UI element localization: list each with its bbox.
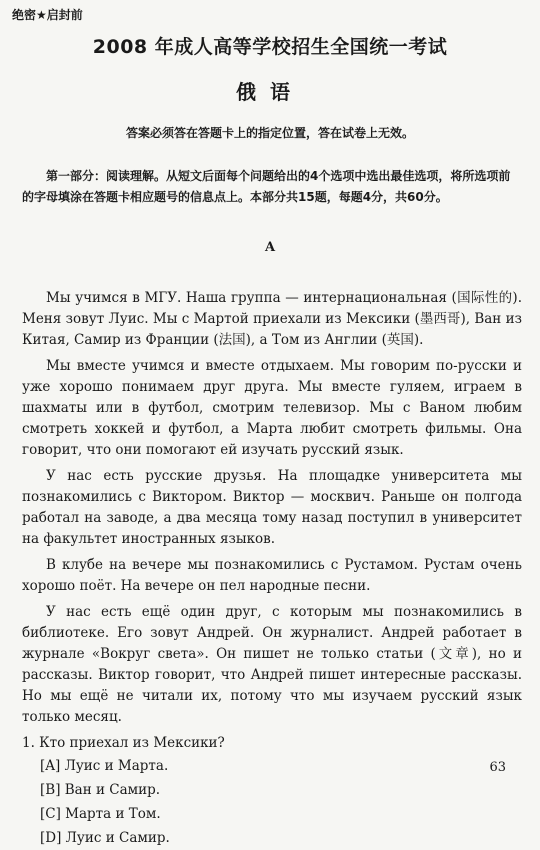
passage-paragraph: У нас есть ещё один друг, с которым мы познакомились в библиотеке. Его зовут Андрей. Он журналист. Андрей работает в журнале «Вокруг света». Он пишет не только статьи (文章), но и рассказы. Виктор говорит, что Андрей пишет интересные рассказы. Но мы ещё не читали их, потому что мы изучаем русский язык только месяц. [22,604,522,725]
question-1: 1. Кто приехал из Мексики? [22,735,225,751]
page-number: 63 [489,760,506,775]
option-d: [D] Луис и Самир. [40,830,170,846]
option-a: [A] Луис и Марта. [40,758,169,774]
section-label: A [264,240,276,255]
subject-title: 俄语 [236,80,304,104]
passage-paragraph: У нас есть русские друзья. На площадке университета мы познакомились с Виктором. Виктор — москвич. Раньше он полгода работал на заводе, а два месяца тому назад поступил в университет на факультет иностранных языков. [22,468,522,547]
reading-passage [22,288,522,850]
passage-paragraph: Мы вместе учимся и вместе отдыхаем. Мы говорим по-русски и уже хорошо понимаем друг друга. Мы вместе гуляем, играем в шахматы или в футбол, смотрим телевизор. Мы с Ваном любим смотреть хоккей и футбол, а Марта любит смотреть фильмы. Она говорит, что они помогают ей изучать русский язык. [22,358,522,458]
option-c: [C] Марта и Том. [40,806,161,822]
exam-title: 2008 年成人高等学校招生全国统一考试 [92,36,448,58]
answer-notice: 答案必须答在答题卡上的指定位置，答在试卷上无效。 [125,126,414,140]
option-b: [B] Ван и Самир. [40,782,161,798]
passage-paragraph: В клубе на вечере мы познакомились с Рустамом. Рустам очень хорошо поёт. На вечере он пел народные песни. [22,557,522,594]
passage-paragraph: Мы учимся в МГУ. Наша группа — интернациональная (国际性的). Меня зовут Луис. Мы с Мартой приехали из Мексики (墨西哥), Ван из Китая, Самир из Франции (法国), а Том из Англии (英国). [22,290,522,348]
confidential-mark: 绝密★启封前 [12,8,83,22]
part-instructions: 第一部分：阅读理解。从短文后面每个问题给出的4个选项中选出最佳选项，将所选项前的字母填涂在答题卡相应题号的信息点上。本部分共15题，每题4分，共60分。 [22,169,511,204]
